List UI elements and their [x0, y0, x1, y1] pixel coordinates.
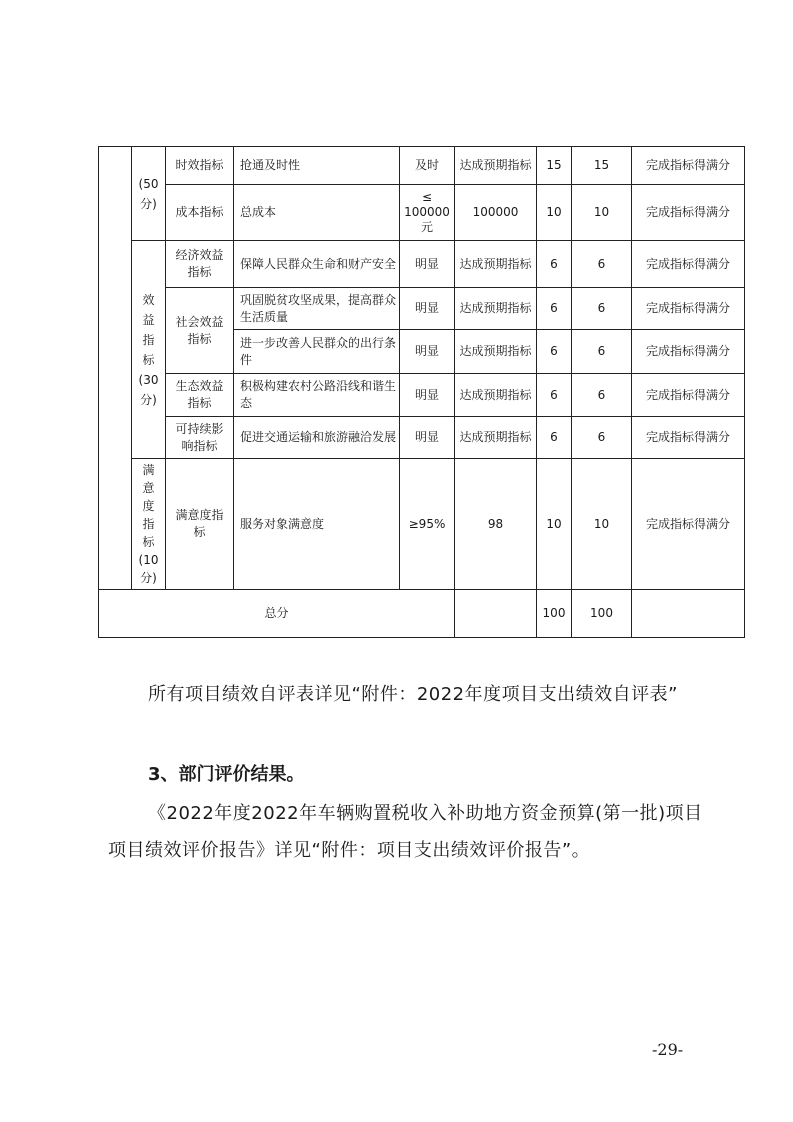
weight-cell: 10	[537, 459, 572, 590]
target-cell: 及时	[400, 147, 455, 185]
actual-cell: 达成预期指标	[455, 241, 537, 288]
cat2-cell: (50 分)	[132, 147, 166, 241]
table-row	[99, 241, 745, 288]
table-row	[99, 288, 745, 330]
indicator-cell: 积极构建农村公路沿线和谐生态	[234, 374, 400, 417]
score-cell: 6	[572, 241, 632, 288]
indicator-cell: 服务对象满意度	[234, 459, 400, 590]
total-label-cell: 总分	[99, 590, 455, 638]
indicator-cell: 巩固脱贫攻坚成果，提高群众生活质量	[234, 288, 400, 330]
target-cell: 明显	[400, 241, 455, 288]
note-cell: 完成指标得满分	[632, 374, 745, 417]
weight-cell: 10	[537, 185, 572, 241]
table-row	[99, 459, 745, 590]
target-cell: 明显	[400, 374, 455, 417]
indicator-cell: 进一步改善人民群众的出行条件	[234, 330, 400, 374]
target-cell: 明显	[400, 288, 455, 330]
cat2-cell: 满 意 度 指 标 (10 分)	[132, 459, 166, 590]
weight-cell: 6	[537, 417, 572, 459]
actual-cell: 达成预期指标	[455, 330, 537, 374]
score-cell: 6	[572, 330, 632, 374]
page-number: -29-	[652, 1040, 684, 1059]
note-cell: 完成指标得满分	[632, 185, 745, 241]
performance-table	[98, 146, 744, 638]
paragraph-self-evaluation: 所有项目绩效自评表详见“附件：2022年度项目支出绩效自评表”	[148, 684, 678, 705]
cat3-cell: 可持续影 响指标	[166, 417, 234, 459]
indicator-cell: 总成本	[234, 185, 400, 241]
actual-cell: 达成预期指标	[455, 147, 537, 185]
score-cell: 15	[572, 147, 632, 185]
cat3-cell: 经济效益 指标	[166, 241, 234, 288]
section-heading: 3、部门评价结果。	[148, 764, 305, 785]
cat3-cell: 成本指标	[166, 185, 234, 241]
cat3-cell: 社会效益 指标	[166, 288, 234, 374]
total-score-cell: 100	[572, 590, 632, 638]
note-cell: 完成指标得满分	[632, 417, 745, 459]
cat3-cell: 满意度指 标	[166, 459, 234, 590]
indicator-cell: 抢通及时性	[234, 147, 400, 185]
indicator-cell: 保障人民群众生命和财产安全	[234, 241, 400, 288]
indicator-cell: 促进交通运输和旅游融洽发展	[234, 417, 400, 459]
target-cell: ≥95%	[400, 459, 455, 590]
weight-cell: 6	[537, 330, 572, 374]
cat3-cell: 时效指标	[166, 147, 234, 185]
target-cell: ≤ 100000 元	[400, 185, 455, 241]
weight-cell: 6	[537, 288, 572, 330]
total-row	[99, 590, 745, 638]
note-cell: 完成指标得满分	[632, 330, 745, 374]
actual-cell: 100000	[455, 185, 537, 241]
table-row	[99, 185, 745, 241]
score-cell: 6	[572, 417, 632, 459]
weight-cell: 6	[537, 241, 572, 288]
total-note-cell	[632, 590, 745, 638]
target-cell: 明显	[400, 417, 455, 459]
cat1-cell	[99, 147, 132, 590]
paragraph-evaluation-report: 《2022年度2022年车辆购置税收入补助地方资金预算(第一批)项目项目绩效评价报告》详见“附件：项目支出绩效评价报告”。	[108, 803, 703, 861]
table-row	[99, 417, 745, 459]
target-cell: 明显	[400, 330, 455, 374]
note-cell: 完成指标得满分	[632, 459, 745, 590]
cat2-cell: 效 益 指 标 (30 分)	[132, 241, 166, 459]
weight-cell: 15	[537, 147, 572, 185]
total-weight-cell: 100	[537, 590, 572, 638]
note-cell: 完成指标得满分	[632, 147, 745, 185]
actual-cell: 达成预期指标	[455, 417, 537, 459]
note-cell: 完成指标得满分	[632, 288, 745, 330]
actual-cell: 达成预期指标	[455, 374, 537, 417]
score-cell: 10	[572, 185, 632, 241]
score-cell: 6	[572, 374, 632, 417]
weight-cell: 6	[537, 374, 572, 417]
table-row	[99, 374, 745, 417]
score-cell: 10	[572, 459, 632, 590]
cat3-cell: 生态效益 指标	[166, 374, 234, 417]
actual-cell: 98	[455, 459, 537, 590]
table-row	[99, 147, 745, 185]
total-empty-cell	[455, 590, 537, 638]
score-cell: 6	[572, 288, 632, 330]
note-cell: 完成指标得满分	[632, 241, 745, 288]
actual-cell: 达成预期指标	[455, 288, 537, 330]
